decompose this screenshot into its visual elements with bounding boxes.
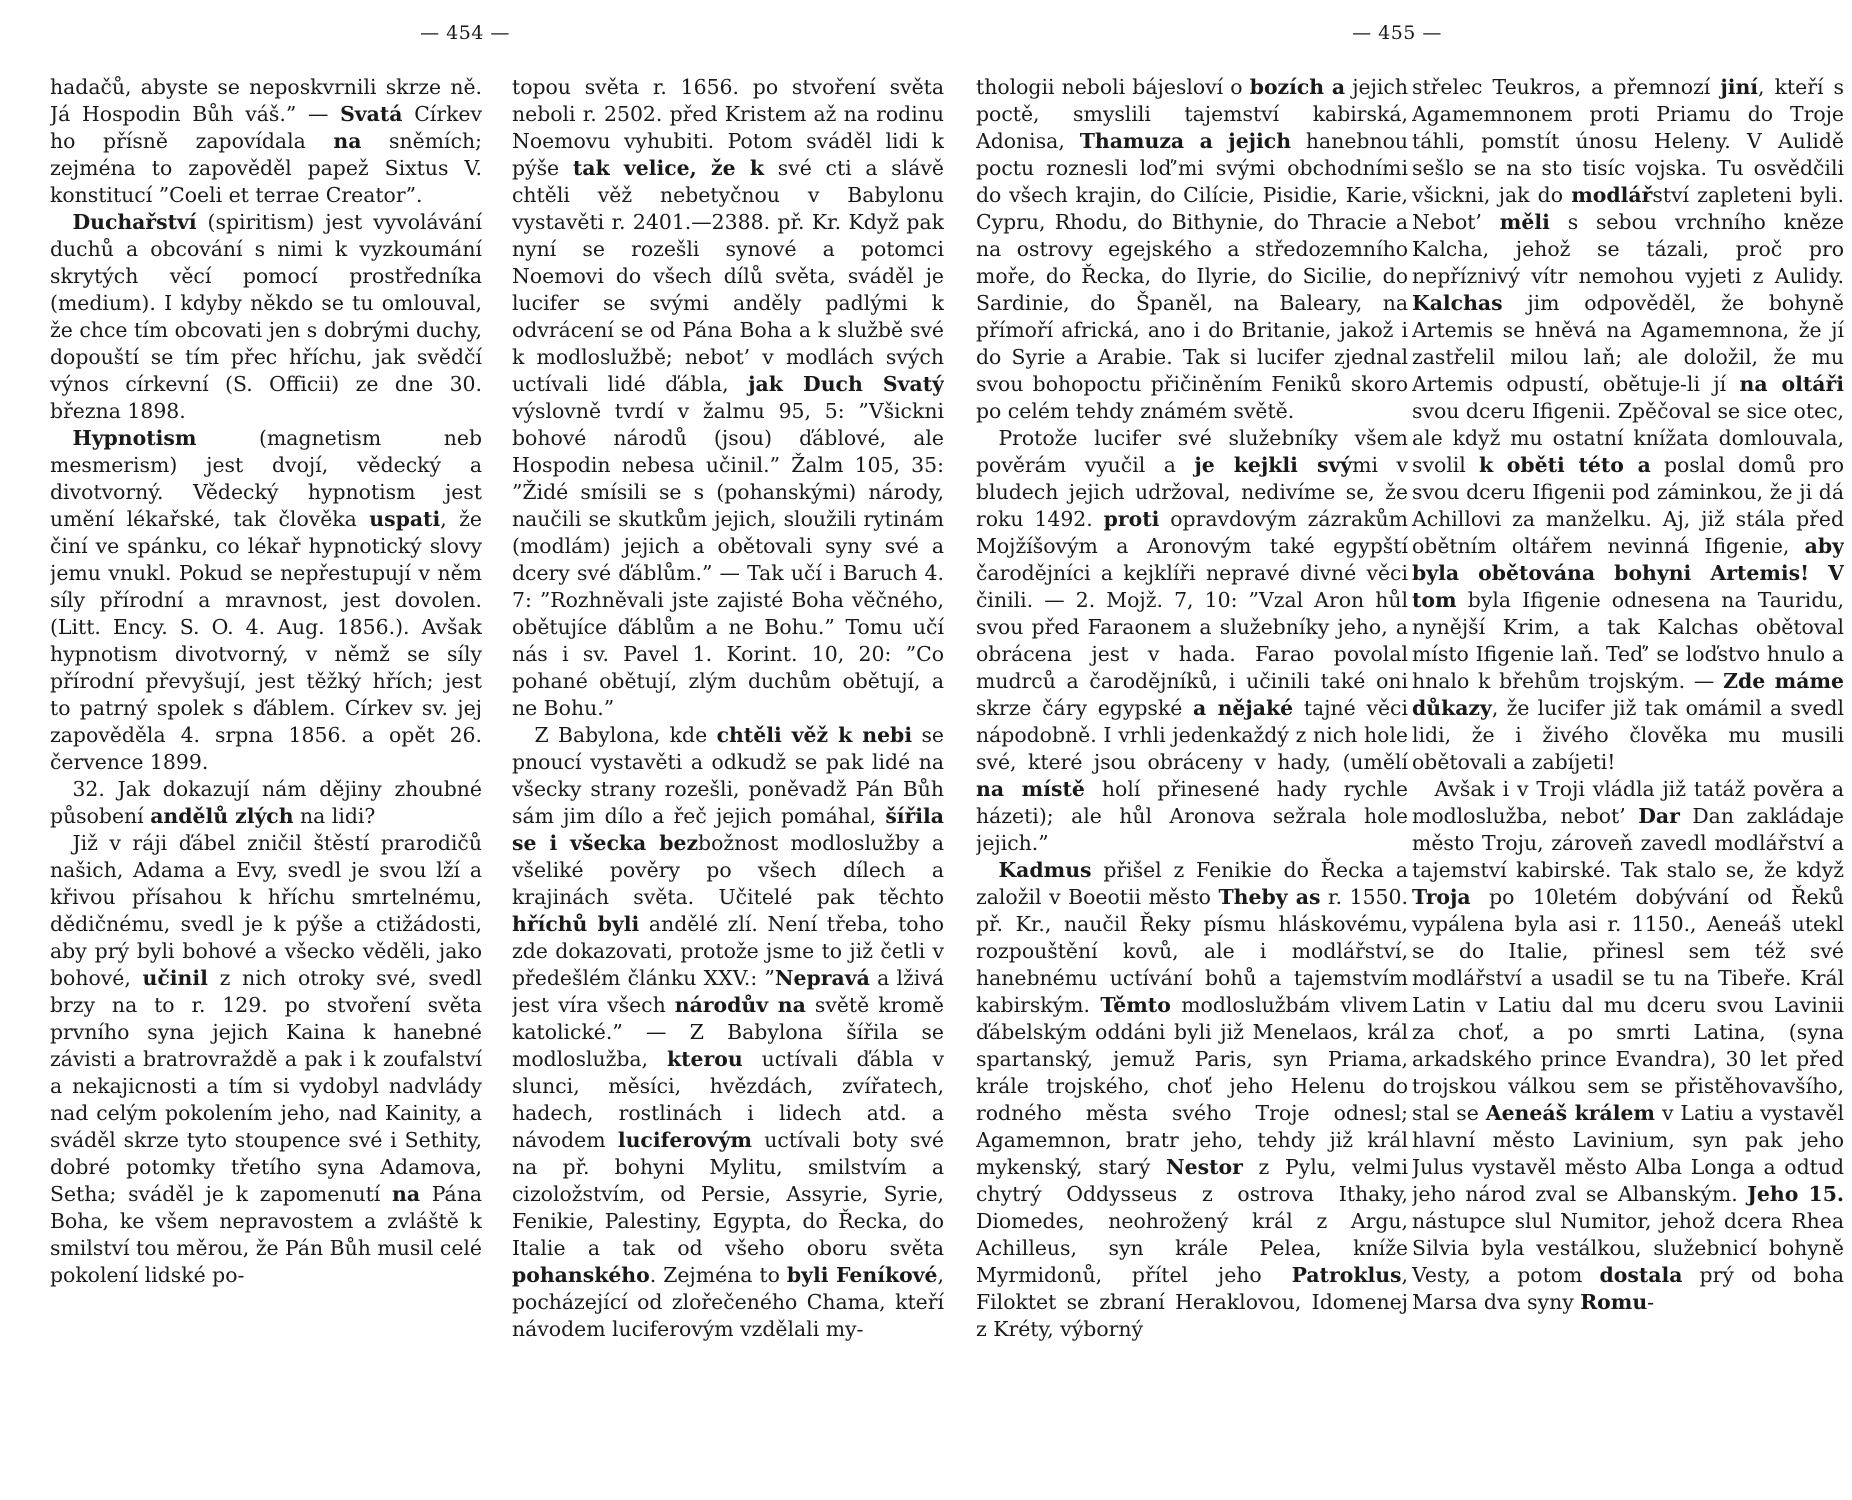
- bold-text: je kejkli svý: [1194, 453, 1353, 477]
- bold-text: luciferovým: [617, 1128, 752, 1152]
- text-run: topou světa r. 1656. po stvoření světa neboli r. 2502. před Kristem až na rodinu Noemovu vyhubiti. Potom sváděl lidi k pýše: [512, 75, 944, 180]
- paragraph: [512, 722, 944, 1343]
- bold-text: Jeho 15.: [1747, 1182, 1844, 1206]
- bold-text: modlář: [1571, 183, 1653, 207]
- text-run: jim odpověděl, že bohyně Artemis se hněvá na Agamemnona, že jí zastřelil milou laň; ale doložil, že mu Artemis odpustí, obětuje-li jí: [1412, 291, 1844, 396]
- bold-text: byli Feníkové: [786, 1263, 938, 1287]
- paragraph: [976, 425, 1408, 857]
- bold-text: aby byla obětována bohyni Artemis! V tom: [1412, 534, 1844, 612]
- paragraph: [50, 425, 482, 776]
- text-run: Z Babylona, kde: [534, 723, 717, 747]
- bold-text: Patroklus: [1291, 1263, 1402, 1287]
- bold-text: Aeneáš králem: [1485, 1101, 1655, 1125]
- paragraph: [976, 74, 1408, 425]
- text-run: výslovně tvrdí v žalmu 95, 5: ”Všickni bohové národů (jsou) ďáblové, ale Hospodin nebesa učinil.” Žalm 105, 35: ”Židé smísili se s (pohanskými) národy, naučili se skutkům jejich, sloužili rytinám (modlám) jejich a obětovali syny své a dcery své ďáblům.” — Tak učí i Baruch 4. 7: ”Rozhněvali jste zajisté Boha věčného, obětujíce ďáblům a ne Bohu.” Tomu učí nás i sv. Pavel 1. Korint. 10, 20: ”Co pohané obětují, zlým duchům obětují, a ne Bohu.”: [512, 399, 944, 720]
- text-run: (spiritism) jest vyvolávání duchů a obcování s nimi k vyzkoumání skrytých věcí pomocí prostředníka (medium). I kdyby někdo se tu omlouval, že chce tím obcovati jen s dobrými duchy, dopouští se tím přec hříchu, jak svědčí výnos církevní (S. Officii) ze dne 30. března 1898.: [50, 210, 482, 423]
- text-run: Pána Boha, ke všem nepravostem a zvláště k smilství tou měrou, že Pán Bůh musil celé pokolení lidské po-: [50, 1182, 482, 1287]
- text-run: s sebou vrchního kněze Kalcha, jehož se tázali, proč pro nepříznivý vítr nemohou vyjeti z Aulidy.: [1412, 210, 1844, 288]
- text-run: svou dceru Ifigenii. Zpěčoval se sice otec, ale když mu ostatní knížata domlouvala, svolil: [1412, 399, 1844, 477]
- bold-text: Troja: [1412, 885, 1471, 909]
- bold-text: Svatá: [340, 102, 403, 126]
- text-run: a lživá jest víra všech: [512, 966, 944, 1017]
- text-run: (magnetism neb mesmerism) jest dvojí, vědecký a divotvorný. Vědecký hypnotism jest umění lékařské, tak člověka: [50, 426, 482, 531]
- text-run: andělé zlí. Není třeba, toho zde dokazovati, protože jsme to již četli v předešlém článku XXV.: ”: [512, 912, 944, 990]
- text-run: . Zejména to: [649, 1263, 787, 1287]
- bold-text: národův na: [674, 993, 806, 1017]
- text-run: uctívali boty své na př. bohyni Mylitu, smilstvím a cizoložstvím, od Persie, Assyrie, Syrie, Fenikie, Palestiny, Egypta, do Řecka, do Italie a tak od všeho oboru světa: [512, 1128, 944, 1260]
- text-run: své cti a slávě chtěli věž nebetyčnou v Babylonu vystavěti r. 2401.—2388. př. Kr. Když pak nyní se rozešli synové a potomci Noemovi do všech dílů světa, sváděl je lucifer se svými anděly padlými k odvrácení se od Pána Boha a k službě své k modloslužbě; nebot’ v modlách svých uctívali lidé ďábla,: [512, 156, 944, 396]
- right-page-column-1: [976, 74, 1408, 1482]
- bold-text: Kadmus: [998, 858, 1092, 882]
- left-page-column-2: [512, 74, 944, 1482]
- text-run: Protože lucifer své služebníky všem pověrám vyučil a: [976, 426, 1408, 477]
- bold-text: tak velice, že k: [572, 156, 765, 180]
- bold-text: dostala: [1599, 1263, 1683, 1287]
- text-run: -: [1647, 1290, 1655, 1314]
- bold-text: Kalchas: [1412, 291, 1503, 315]
- bold-text: kterou: [666, 1047, 743, 1071]
- bold-text: na místě: [976, 777, 1085, 801]
- paragraph: [50, 830, 482, 1289]
- paragraph: [50, 74, 482, 209]
- text-run: v Latiu a vystavěl hlavní město Lavinium, syn pak jeho Julus vystavěl město Alba Longa a odtud jeho národ zval se Albanským.: [1412, 1101, 1844, 1206]
- bold-text: Dar: [1638, 804, 1680, 828]
- text-run: jejich poctě, smyslili tajemství kabirská, Adonisa,: [976, 75, 1408, 153]
- text-run: , pocházející od zlořečeného Chama, kteří návodem luciferovým vzdělali my-: [512, 1263, 944, 1341]
- bold-text: chtěli věž k nebi: [716, 723, 913, 747]
- text-run: přišel z Fenikie do Řecka a založil v Boeotii město: [976, 858, 1408, 909]
- bold-text: Thamuza a jejich: [1079, 129, 1292, 153]
- bold-text: jak Duch Svatý: [748, 372, 944, 396]
- right-page-number: — 455 —: [1352, 22, 1442, 44]
- text-run: , že lucifer již tak omámil a svedl lidi, že i živého člověka mu musili obětovali a zabíjeti!: [1412, 696, 1844, 774]
- text-run: střelec Teukros, a přemnozí: [1412, 75, 1721, 99]
- bold-text: uspati: [369, 507, 441, 531]
- text-run: sněmích; zejména to zapověděl papež Sixtus V. konstitucí ”Coeli et terrae Creator”.: [50, 129, 482, 207]
- text-run: , kteří s Agamemnonem proti Priamu do Troje táhli, pomstít únosu Heleny. V Aulidě sešlo se na sto tisíc vojska. Tu osvědčili všickni, jak do: [1412, 75, 1844, 207]
- bold-text: proti: [1103, 507, 1160, 531]
- text-run: Církev ho přísně zapovídala: [50, 102, 482, 153]
- paragraph: [50, 209, 482, 425]
- text-run: mi v bludech jejich udržoval, nedivíme se, že roku 1492.: [976, 453, 1408, 531]
- bold-text: měli: [1499, 210, 1550, 234]
- bold-text: andělů zlých: [150, 804, 294, 828]
- left-page-number: — 454 —: [420, 22, 510, 44]
- text-run: světě kromě katolické.” — Z Babylona šířila se modloslužba,: [512, 993, 944, 1071]
- text-run: 32. Jak dokazují nám dějiny zhoubné působení: [50, 777, 482, 828]
- text-run: , Filoktet se zbraní Heraklovou, Idomenej z Kréty, výborný: [976, 1263, 1408, 1341]
- text-run: Avšak i v Troji vládla již tatáž pověra a modloslužba, nebot’: [1412, 777, 1844, 828]
- text-run: po 10letém dobývání od Řeků vypálena byla asi r. 1150., Aeneáš utekl se do Italie, přinesl sem též své modlářství a usadil se tu na Tibeře. Král Latin v Latiu dal mu dceru svou Lavinii za choť, a po smrti Latina, (syna arkadského prince Evandra), 30 let před trojskou válkou sem se přistěhovavšího, stal se: [1412, 885, 1844, 1125]
- bold-text: hříchů byli: [512, 912, 640, 936]
- text-run: uctívali ďábla v slunci, měsíci, hvězdách, zvířatech, hadech, rostlinách i lidech atd. a návodem: [512, 1047, 944, 1152]
- text-run: se pnoucí vystavěti a odkudž se pak lidé na všecky strany rozešli, poněvadž Pán Bůh sám jim dílo a řeč jejich pomáhal,: [512, 723, 944, 828]
- text-run: božnost modloslužby a všeliké pověry po všech dílech a krajinách světa. Učitelé pak těchto: [512, 831, 944, 909]
- left-page-column-1: [50, 74, 482, 1482]
- bold-text: na oltáři: [1739, 372, 1844, 396]
- text-run: r. 1550. př. Kr., naučil Řeky písmu hláskovému, rozpouštění kovů, ale i modlářství, hanebnému uctívání bohů a tajemstvím kabirským.: [976, 885, 1408, 1017]
- bold-text: učinil: [142, 966, 208, 990]
- bold-text: jiní: [1720, 75, 1759, 99]
- text-run: nástupce slul Numitor, jehož dcera Rhea Silvia byla vestálkou, služebnicí bohyně Vesty, a potom: [1412, 1209, 1844, 1287]
- bold-text: Hypnotism: [72, 426, 197, 450]
- bold-text: Nepravá: [774, 966, 870, 990]
- text-run: poslal domů pro svou dceru Ifigenii pod záminkou, že ji dá Achillovi za manželku. Aj, již stála před obětním oltářem nevinná Ifigenie,: [1412, 453, 1844, 558]
- text-run: Již v ráji ďábel zničil štěstí prarodičů našich, Adama a Evy, svedl je svou lží a křivou přísahou k hříchu smrtelnému, dědičnému, svedl je k pýše a ctižádosti, aby prý byli bohové a všecko věděli, jako bohové,: [50, 831, 482, 990]
- text-run: z Pylu, velmi chytrý Oddysseus z ostrova Ithaky, Diomedes, neohrožený král z Argu, Achilleus, syn krále Pelea, kníže Myrmidonů, přítel jeho: [976, 1155, 1408, 1287]
- text-run: z nich otroky své, svedl brzy na to r. 129. po stvoření světa prvního syna jejich Kaina k hanebné závisti a bratrovraždě a pak i k zoufalství a nekajicnosti a tím si vydobyl nadvlády nad celým pokolením jeho, nad Kainity, a sváděl skrze tyto stoupence své i Sethity, dobré potomky třetího syna Adamova, Setha; sváděl je k zapomenutí: [50, 966, 482, 1206]
- bold-text: Theby as: [1218, 885, 1321, 909]
- text-run: na lidi?: [293, 804, 376, 828]
- text-run: prý od boha Marsa dva syny: [1412, 1263, 1844, 1314]
- bold-text: na: [333, 129, 362, 153]
- bold-text: na: [392, 1182, 421, 1206]
- text-run: holí přinesené hady rychle házeti); ale hůl Aronova sežrala hole jejich.”: [976, 777, 1408, 855]
- text-run: hanebnou poctu roznesli loď’mi svými obchodními do všech krajin, do Cilície, Pisidie, Karie, Cypru, Rhodu, do Bithynie, do Thracie a na ostrovy egejského a středozemního moře, do Řecka, do Ilyrie, do Sicilie, do Sardinie, do Španěl, na Baleary, na přímoří africká, ano i do Britanie, jakož i do Syrie a Arabie. Tak si lucifer zjednal svou bohopoctu přičiněním Feniků skoro po celém tehdy známém světě.: [976, 129, 1408, 423]
- text-run: thologii neboli bájesloví o: [976, 75, 1250, 99]
- text-run: tajné věci nápodobně. I vrhli jedenkaždý z nich hole své, které jsou obráceny v hady, (umělí: [976, 696, 1408, 774]
- paragraph: [976, 857, 1408, 1343]
- text-run: modloslužbám vlivem ďábelským oddáni byli již Menelaos, král spartanský, jemuž Paris, syn Priama, krále trojského, choť jeho Helenu do rodného města svého Troje odnesl; Agamemnon, bratr jeho, tehdy již král mykenský, starý: [976, 993, 1408, 1179]
- right-page-column-2: [1412, 74, 1844, 1482]
- bold-text: Zde máme důkazy: [1412, 669, 1844, 720]
- bold-text: bozích a: [1249, 75, 1346, 99]
- paragraph: [1412, 74, 1844, 776]
- bold-text: šířila se i všecka bez: [512, 804, 944, 855]
- bold-text: Romu: [1580, 1290, 1648, 1314]
- paragraph: [512, 74, 944, 722]
- bold-text: Nestor: [1165, 1155, 1243, 1179]
- bold-text: k oběti této a: [1478, 453, 1651, 477]
- bold-text: a nějaké: [1193, 696, 1294, 720]
- text-run: opravdovým zázrakům Mojžíšovým a Aronovým také egypští čarodějníci a kejklíři nepravé divné věci činili. — 2. Mojž. 7, 10: ”Vzal Aron hůl svou před Faraonem a služebníky jeho, a obrácena jest v hada. Farao povolal mudrců a čarodějníků, i učinili také oni skrze čáry egypské: [976, 507, 1408, 720]
- text-run: Dan zakládaje město Troju, zároveň zavedl modlářství a tajemství kabirské. Tak stalo se, že když: [1412, 804, 1844, 882]
- paragraph: [1412, 776, 1844, 1316]
- bold-text: Těmto: [1100, 993, 1171, 1017]
- text-run: hadačů, abyste se neposkvrnili skrze ně. Já Hospodin Bůh váš.” —: [50, 75, 482, 126]
- text-run: byla Ifigenie odnesena na Tauridu, nynější Krim, a tak Kalchas obětoval místo Ifigenie laň. Teď’ se loďstvo hnulo a hnalo k břehům trojským. —: [1412, 588, 1844, 693]
- bold-text: Duchařství: [72, 210, 197, 234]
- bold-text: pohanského: [512, 1263, 650, 1287]
- text-run: , že činí ve spánku, co lékař hypnotický slovy jemu vnukl. Pokud se nepřestupují v něm síly přírodní a mravnost, jest dovolen. (Litt. Ency. S. O. 4. Aug. 1856.). Avšak hypnotism divotvorný, v němž se síly přírodní převyšují, jest těžký hřích; jest to patrný spolek s ďáblem. Církev sv. jej zapověděla 4. srpna 1856. a opět 26. července 1899.: [50, 507, 482, 774]
- text-run: ství zapleteni byli. Nebot’: [1412, 183, 1844, 234]
- paragraph: [50, 776, 482, 830]
